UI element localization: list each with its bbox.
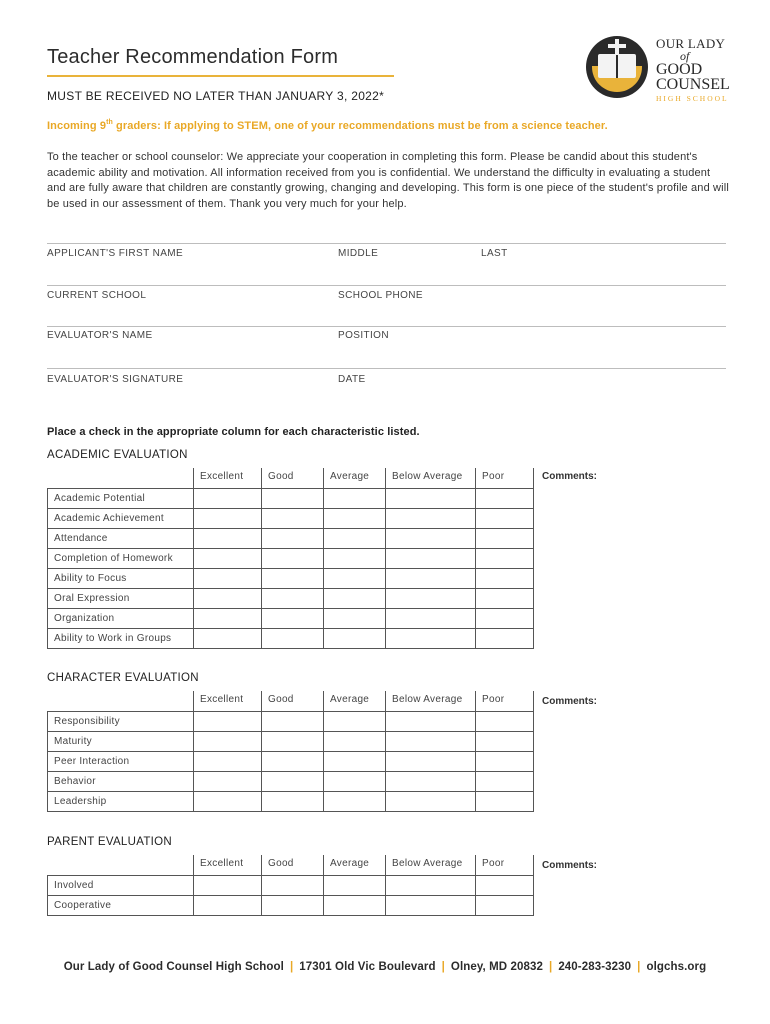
header-blank bbox=[48, 691, 194, 711]
logo-line-3: GOOD bbox=[656, 61, 703, 78]
row-label: Organization bbox=[48, 608, 194, 628]
table-row bbox=[48, 751, 534, 771]
check-cell[interactable] bbox=[386, 731, 476, 751]
check-cell[interactable] bbox=[262, 751, 324, 771]
evaluator-name-field[interactable]: EVALUATOR'S NAME bbox=[47, 330, 153, 341]
intro-paragraph: To the teacher or school counselor: We appreciate your cooperation in completing this form. Please be candid about this student's academic ability and motivation. All information received from you is confidential. We understand the difficulty in evaluating a student and are fully aware that children are constantly growing, changing and developing. This form is one piece of the student's profile and will be used in our assessment of them. Thank you very much for your help. bbox=[47, 151, 729, 210]
check-cell[interactable] bbox=[194, 488, 262, 508]
footer bbox=[0, 961, 770, 973]
footer-school: Our Lady of Good Counsel High School bbox=[63, 961, 284, 973]
current-school-field[interactable]: CURRENT SCHOOL bbox=[47, 290, 147, 301]
check-cell[interactable] bbox=[324, 731, 386, 751]
check-cell[interactable] bbox=[262, 528, 324, 548]
check-cell[interactable] bbox=[476, 771, 534, 791]
check-cell[interactable] bbox=[386, 628, 476, 648]
check-cell[interactable] bbox=[262, 895, 324, 915]
row-label: Academic Achievement bbox=[48, 508, 194, 528]
check-cell[interactable] bbox=[386, 791, 476, 811]
check-cell[interactable] bbox=[324, 548, 386, 568]
parent-comments-label: Comments: bbox=[542, 860, 598, 871]
character-comments-label: Comments: bbox=[542, 696, 598, 707]
check-cell[interactable] bbox=[324, 711, 386, 731]
logo-line-2: of bbox=[680, 49, 690, 63]
check-cell[interactable] bbox=[324, 895, 386, 915]
check-cell[interactable] bbox=[476, 751, 534, 771]
check-cell[interactable] bbox=[194, 528, 262, 548]
table-row bbox=[48, 771, 534, 791]
col-good: Good bbox=[262, 691, 324, 711]
school-seal-icon bbox=[586, 36, 648, 98]
check-cell[interactable] bbox=[194, 895, 262, 915]
logo-line-5: HIGH SCHOOL bbox=[656, 94, 729, 103]
check-cell[interactable] bbox=[324, 568, 386, 588]
check-cell[interactable] bbox=[194, 628, 262, 648]
row-label: Responsibility bbox=[48, 711, 194, 731]
col-average: Average bbox=[324, 468, 386, 488]
check-cell[interactable] bbox=[194, 731, 262, 751]
row-label: Academic Potential bbox=[48, 488, 194, 508]
row-label: Maturity bbox=[48, 731, 194, 751]
check-cell[interactable] bbox=[324, 791, 386, 811]
footer-separator: | bbox=[548, 961, 553, 973]
table-row bbox=[48, 628, 534, 648]
check-cell[interactable] bbox=[476, 548, 534, 568]
check-cell[interactable] bbox=[476, 488, 534, 508]
row-label: Ability to Work in Groups bbox=[48, 628, 194, 648]
row-label: Cooperative bbox=[48, 895, 194, 915]
check-cell[interactable] bbox=[324, 875, 386, 895]
academic-evaluation-table bbox=[47, 468, 534, 649]
position-field[interactable]: POSITION bbox=[338, 330, 389, 341]
check-cell[interactable] bbox=[194, 608, 262, 628]
row-label: Leadership bbox=[48, 791, 194, 811]
check-cell[interactable] bbox=[262, 568, 324, 588]
footer-separator: | bbox=[289, 961, 294, 973]
first-name-field[interactable]: APPLICANT'S FIRST NAME bbox=[47, 248, 184, 259]
field-divider bbox=[47, 368, 726, 369]
col-poor: Poor bbox=[476, 691, 534, 711]
logo-line-1: OUR LADY bbox=[656, 36, 726, 51]
check-cell[interactable] bbox=[262, 875, 324, 895]
check-cell[interactable] bbox=[194, 791, 262, 811]
check-cell[interactable] bbox=[476, 588, 534, 608]
check-cell[interactable] bbox=[324, 628, 386, 648]
row-label: Ability to Focus bbox=[48, 568, 194, 588]
stem-note-sup: th bbox=[106, 119, 113, 126]
stem-note-post: graders: If applying to STEM, one of your recommendations must be from a science teacher. bbox=[112, 120, 608, 132]
col-below-average: Below Average bbox=[386, 691, 476, 711]
check-cell[interactable] bbox=[386, 608, 476, 628]
check-cell[interactable] bbox=[262, 711, 324, 731]
check-cell[interactable] bbox=[386, 548, 476, 568]
check-cell[interactable] bbox=[386, 528, 476, 548]
check-cell[interactable] bbox=[194, 548, 262, 568]
check-cell[interactable] bbox=[262, 731, 324, 751]
check-cell[interactable] bbox=[476, 875, 534, 895]
check-cell[interactable] bbox=[262, 791, 324, 811]
character-section-title: CHARACTER EVALUATION bbox=[47, 672, 199, 684]
row-label: Peer Interaction bbox=[48, 751, 194, 771]
footer-separator: | bbox=[637, 961, 641, 973]
check-cell[interactable] bbox=[194, 588, 262, 608]
row-label: Attendance bbox=[48, 528, 194, 548]
table-row bbox=[48, 588, 534, 608]
table-row bbox=[48, 548, 534, 568]
check-cell[interactable] bbox=[262, 548, 324, 568]
title-underline bbox=[47, 75, 394, 77]
table-row bbox=[48, 895, 534, 915]
check-cell[interactable] bbox=[476, 731, 534, 751]
stem-note-pre: Incoming 9 bbox=[47, 120, 107, 132]
col-excellent: Excellent bbox=[194, 691, 262, 711]
row-label: Involved bbox=[48, 875, 194, 895]
parent-section-title: PARENT EVALUATION bbox=[47, 836, 173, 848]
school-phone-field[interactable]: SCHOOL PHONE bbox=[338, 290, 424, 301]
character-evaluation-table bbox=[47, 691, 534, 812]
col-poor: Poor bbox=[476, 855, 534, 875]
check-cell[interactable] bbox=[324, 588, 386, 608]
row-label: Oral Expression bbox=[48, 588, 194, 608]
logo-line-4: COUNSEL bbox=[656, 76, 730, 93]
check-cell[interactable] bbox=[324, 508, 386, 528]
academic-comments-label: Comments: bbox=[542, 471, 598, 482]
col-excellent: Excellent bbox=[194, 855, 262, 875]
check-cell[interactable] bbox=[476, 895, 534, 915]
check-cell[interactable] bbox=[476, 608, 534, 628]
table-row bbox=[48, 508, 534, 528]
col-good: Good bbox=[262, 855, 324, 875]
row-label: Completion of Homework bbox=[48, 548, 194, 568]
header-blank bbox=[48, 855, 194, 875]
field-divider bbox=[47, 285, 726, 286]
check-cell[interactable] bbox=[194, 711, 262, 731]
check-cell[interactable] bbox=[476, 508, 534, 528]
field-divider bbox=[47, 326, 726, 327]
check-cell[interactable] bbox=[386, 568, 476, 588]
check-cell[interactable] bbox=[476, 628, 534, 648]
check-cell[interactable] bbox=[386, 508, 476, 528]
logo-wordmark bbox=[656, 37, 730, 104]
col-good: Good bbox=[262, 468, 324, 488]
table-row bbox=[48, 711, 534, 731]
school-logo bbox=[586, 36, 731, 102]
check-cell[interactable] bbox=[194, 771, 262, 791]
evaluator-signature-field[interactable]: EVALUATOR'S SIGNATURE bbox=[47, 374, 184, 385]
table-row bbox=[48, 488, 534, 508]
deadline-notice: MUST BE RECEIVED NO LATER THAN JANUARY 3, 2022* bbox=[47, 89, 385, 103]
check-cell[interactable] bbox=[386, 588, 476, 608]
check-cell[interactable] bbox=[386, 771, 476, 791]
check-cell[interactable] bbox=[386, 875, 476, 895]
footer-separator: | bbox=[441, 961, 445, 973]
footer-city: Olney, MD 20832 bbox=[450, 961, 543, 973]
check-cell[interactable] bbox=[194, 568, 262, 588]
check-cell[interactable] bbox=[476, 711, 534, 731]
check-cell[interactable] bbox=[194, 875, 262, 895]
check-cell[interactable] bbox=[386, 711, 476, 731]
check-cell[interactable] bbox=[324, 771, 386, 791]
check-cell[interactable] bbox=[324, 488, 386, 508]
footer-website[interactable]: olgchs.org bbox=[646, 961, 707, 973]
check-cell[interactable] bbox=[476, 568, 534, 588]
table-row bbox=[48, 875, 534, 895]
page-title: Teacher Recommendation Form bbox=[47, 46, 339, 68]
table-row bbox=[48, 731, 534, 751]
table-row bbox=[48, 608, 534, 628]
check-cell[interactable] bbox=[386, 751, 476, 771]
col-poor: Poor bbox=[476, 468, 534, 488]
header-blank bbox=[48, 468, 194, 488]
check-cell[interactable] bbox=[194, 508, 262, 528]
footer-address: 17301 Old Vic Boulevard bbox=[299, 961, 436, 973]
check-cell[interactable] bbox=[476, 528, 534, 548]
col-below-average: Below Average bbox=[386, 855, 476, 875]
check-cell[interactable] bbox=[324, 751, 386, 771]
table-row bbox=[48, 568, 534, 588]
date-field[interactable]: DATE bbox=[338, 374, 366, 385]
check-cell[interactable] bbox=[386, 488, 476, 508]
check-cell[interactable] bbox=[262, 608, 324, 628]
check-cell[interactable] bbox=[262, 508, 324, 528]
check-cell[interactable] bbox=[324, 608, 386, 628]
footer-phone: 240-283-3230 bbox=[558, 961, 632, 973]
check-cell[interactable] bbox=[262, 771, 324, 791]
stem-note bbox=[47, 119, 608, 132]
col-average: Average bbox=[324, 691, 386, 711]
check-cell[interactable] bbox=[194, 751, 262, 771]
row-label: Behavior bbox=[48, 771, 194, 791]
field-divider bbox=[47, 243, 726, 244]
check-cell[interactable] bbox=[476, 791, 534, 811]
col-average: Average bbox=[324, 855, 386, 875]
middle-name-field[interactable]: MIDDLE bbox=[338, 248, 379, 259]
table-row bbox=[48, 528, 534, 548]
last-name-field[interactable]: LAST bbox=[481, 248, 508, 259]
check-cell[interactable] bbox=[262, 488, 324, 508]
table-row bbox=[48, 791, 534, 811]
check-cell[interactable] bbox=[262, 628, 324, 648]
parent-evaluation-table bbox=[47, 855, 534, 916]
instructions: Place a check in the appropriate column for each characteristic listed. bbox=[47, 426, 420, 438]
check-cell[interactable] bbox=[324, 528, 386, 548]
check-cell[interactable] bbox=[262, 588, 324, 608]
academic-section-title: ACADEMIC EVALUATION bbox=[47, 449, 188, 461]
col-excellent: Excellent bbox=[194, 468, 262, 488]
check-cell[interactable] bbox=[386, 895, 476, 915]
col-below-average: Below Average bbox=[386, 468, 476, 488]
